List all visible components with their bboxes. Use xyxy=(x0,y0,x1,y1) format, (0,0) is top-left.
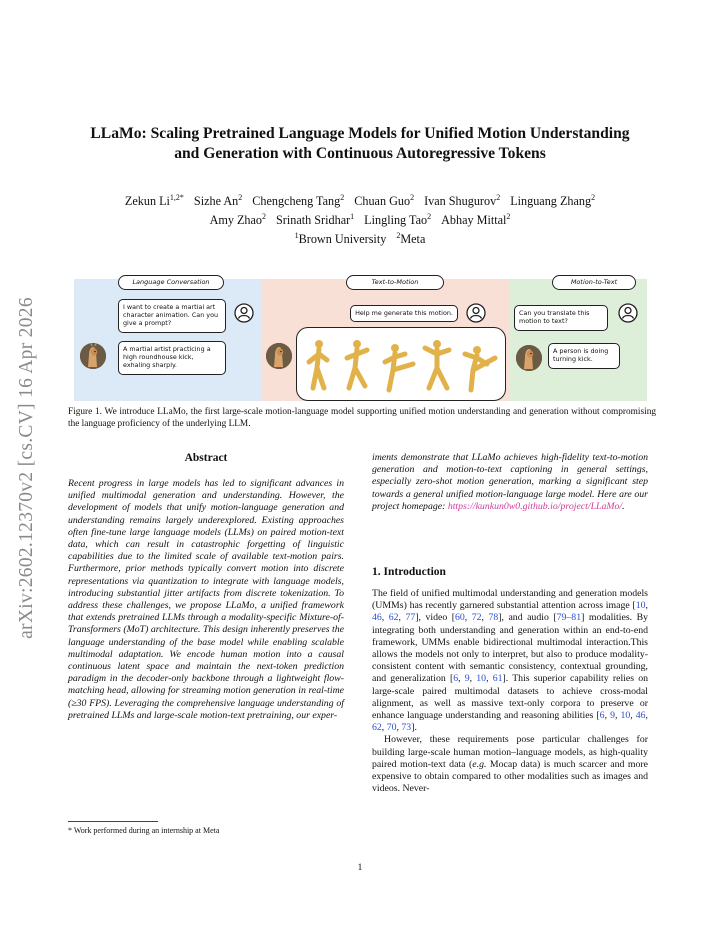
citation-link[interactable]: 6 xyxy=(453,673,459,685)
abstract-body: Recent progress in large models has led to significant advances in unified multimodal generation and understanding. However, the development of models that unify motion-language generation and understanding remains largely underexplored. Existing approaches often fine-tune large language models (LLMs) on paired motion-text data, which can result in catastrophic forgetting of linguistic capabilities due to the limited scale of available text-motion pairs. Furthermore, prior methods typically convert motion into discrete representations via quantization to integrate with language models, introducing substantial jitter artifacts from discrete tokenization. To address these challenges, we propose LLaMo, a unified framework that extends pretrained LLMs through a modality-specific Mixture-of-Transformers (MoT) architecture. This design inherently preserves the language understanding of the base model while enabling scalable multimodal adaptation. We encode human motion into a causal continuous latent space and maintain the next-token prediction paradigm in the decoder-only backbone through a lightweight flow-matching head, allowing for streaming motion generation in real-time (≥30 FPS). Leveraging the comprehensive language understanding of pretrained LLMs and large-scale motion-text pretraining, our exper- xyxy=(68,478,344,721)
citation-link[interactable]: 10 xyxy=(620,710,631,722)
assistant-message: A martial artist practicing a high roundhouse kick, exhaling sharply. xyxy=(118,341,226,375)
author-name: Zekun $Li^{1,2*}$ xyxy=(124,193,184,209)
affiliation: $^2$Meta xyxy=(396,231,426,247)
author-name: Linguang Zhang$^2$ xyxy=(510,193,596,209)
panel-motion-to-text xyxy=(510,279,647,401)
user-icon xyxy=(234,303,254,323)
abstract-continued xyxy=(372,452,648,513)
affiliation: $^1$Brown University xyxy=(294,231,387,247)
author-name: Amy Zhao$^2$ xyxy=(209,212,267,228)
user-icon xyxy=(466,303,486,323)
user-message: I want to create a martial art character animation. Can you give a prompt? xyxy=(118,299,226,333)
citation-link[interactable]: 62 xyxy=(372,722,382,734)
citation-link[interactable]: 10 xyxy=(476,673,487,685)
introduction-heading: 1. Introduction xyxy=(372,566,446,578)
citation-link[interactable]: 10 xyxy=(635,600,646,612)
page-number: 1 xyxy=(357,862,363,873)
citation-link[interactable]: 73 xyxy=(401,722,412,734)
citation-link[interactable]: 61 xyxy=(492,673,503,685)
author-name: Ivan Shugurov$^2$ xyxy=(424,193,501,209)
author-name: Srinath Sridhar$^1$ xyxy=(276,212,355,228)
citation-link[interactable]: 70 xyxy=(386,722,397,734)
citation-link[interactable]: 9 xyxy=(464,673,470,685)
teaser-figure xyxy=(74,279,647,401)
abstract-end: . xyxy=(622,500,625,512)
author-row-1 xyxy=(60,190,660,209)
author-name: Chengcheng Tang$^2$ xyxy=(252,193,345,209)
title-line-2: and Generation with Continuous Autoregressive Tokens xyxy=(174,145,546,162)
title-line-1: LLaMo: Scaling Pretrained Language Models for Unified Motion Understanding xyxy=(90,125,630,142)
introduction-body xyxy=(372,588,648,795)
author-block xyxy=(60,190,660,247)
footnote: * Work performed during an internship at Meta xyxy=(68,826,220,835)
user-message: Help me generate this motion. xyxy=(350,305,458,322)
arxiv-id: arXiv:2602.12370v2 [cs.CV] 16 Apr 2026 xyxy=(16,297,37,639)
arxiv-watermark xyxy=(12,258,42,678)
author-name: Abhay Mittal$^2$ xyxy=(441,212,511,228)
citation-link[interactable]: 77 xyxy=(405,612,416,624)
motion-figure-icon xyxy=(297,328,505,400)
author-name: Sizhe An$^2$ xyxy=(193,193,243,209)
panel-label: Text-to-Motion xyxy=(346,275,444,290)
figure-caption: Figure 1. We introduce LLaMo, the first large-scale motion-language model supporting unified motion understanding and generation without compromising the language proficiency of the underlying LLM. xyxy=(68,407,656,429)
abstract-text-cont: iments demonstrate that LLaMo achieves high-fidelity text-to-motion generation and motion-to-text captioning in general settings, especially zero-shot motion generation, marking a significant step towards a general unified motion-language large model. Here are our project homepage: xyxy=(372,452,648,512)
citation-link[interactable]: 78 xyxy=(488,612,499,624)
footnote-rule xyxy=(68,821,158,822)
panel-label: Language Conversation xyxy=(118,275,224,290)
panel-label: Motion-to-Text xyxy=(552,275,636,290)
assistant-message: A person is doing turning kick. xyxy=(548,343,620,369)
citation-link[interactable]: 79–81 xyxy=(556,612,582,624)
citation-link[interactable]: 9 xyxy=(610,710,615,722)
panel-text-to-motion xyxy=(262,279,510,401)
affiliations xyxy=(60,228,660,247)
abstract-heading: Abstract xyxy=(184,452,228,464)
motion-sequence xyxy=(296,327,506,401)
intro-paragraph-1: The field of unified multimodal understanding and generation models (UMMs) has recently garnered substantial attention across image [10, 46, 62, 77], video [60, 72, 78], and audio [79–81] modalities. By integrating both understanding and generation within an end-to-end framework, UMMs enable bidirectional multimodal interaction.This allows the models not only to interpret, but also to produce modality-consistent content with semantic consistency, contextual grounding, and generalization [6, 9, 10, 61]. This superior capability relies on large-scale paired multimodal datasets to achieve cross-modal alignment, as well as massive text-only corpora to preserve or enhance language understanding and reasoning abilities [6, 9, 10, 46, 62, 70, 73]. xyxy=(372,588,649,734)
panel-language-conversation xyxy=(74,279,262,401)
citation-link[interactable]: 72 xyxy=(471,612,482,624)
citation-link[interactable]: 46 xyxy=(635,710,646,722)
llama-avatar-icon xyxy=(80,343,106,369)
llama-avatar-icon xyxy=(266,343,292,369)
homepage-link[interactable]: https://kunkun0w0.github.io/project/LLaMo/ xyxy=(447,500,623,512)
intro-paragraph-2: However, these requirements pose particular challenges for building large-scale human motion–language models, as high-quality paired motion-text data (e.g. Mocap data) is much scarcer and more expensive to obtain compared to other modalities such as images and videos. Never- xyxy=(372,734,648,795)
italic-text: e.g. xyxy=(472,758,487,770)
citation-link[interactable]: 60 xyxy=(454,612,465,624)
author-row-2 xyxy=(60,209,660,228)
user-message: Can you translate this motion to text? xyxy=(514,305,608,331)
author-name: Lingling Tao$^2$ xyxy=(364,212,432,228)
llama-avatar-icon xyxy=(516,345,542,371)
user-icon xyxy=(618,303,638,323)
author-name: Chuan Guo$^2$ xyxy=(354,193,415,209)
citation-link[interactable]: 6 xyxy=(599,710,605,722)
citation-link[interactable]: 62 xyxy=(388,612,399,624)
citation-link[interactable]: 46 xyxy=(372,612,382,624)
paper-title xyxy=(60,124,660,164)
